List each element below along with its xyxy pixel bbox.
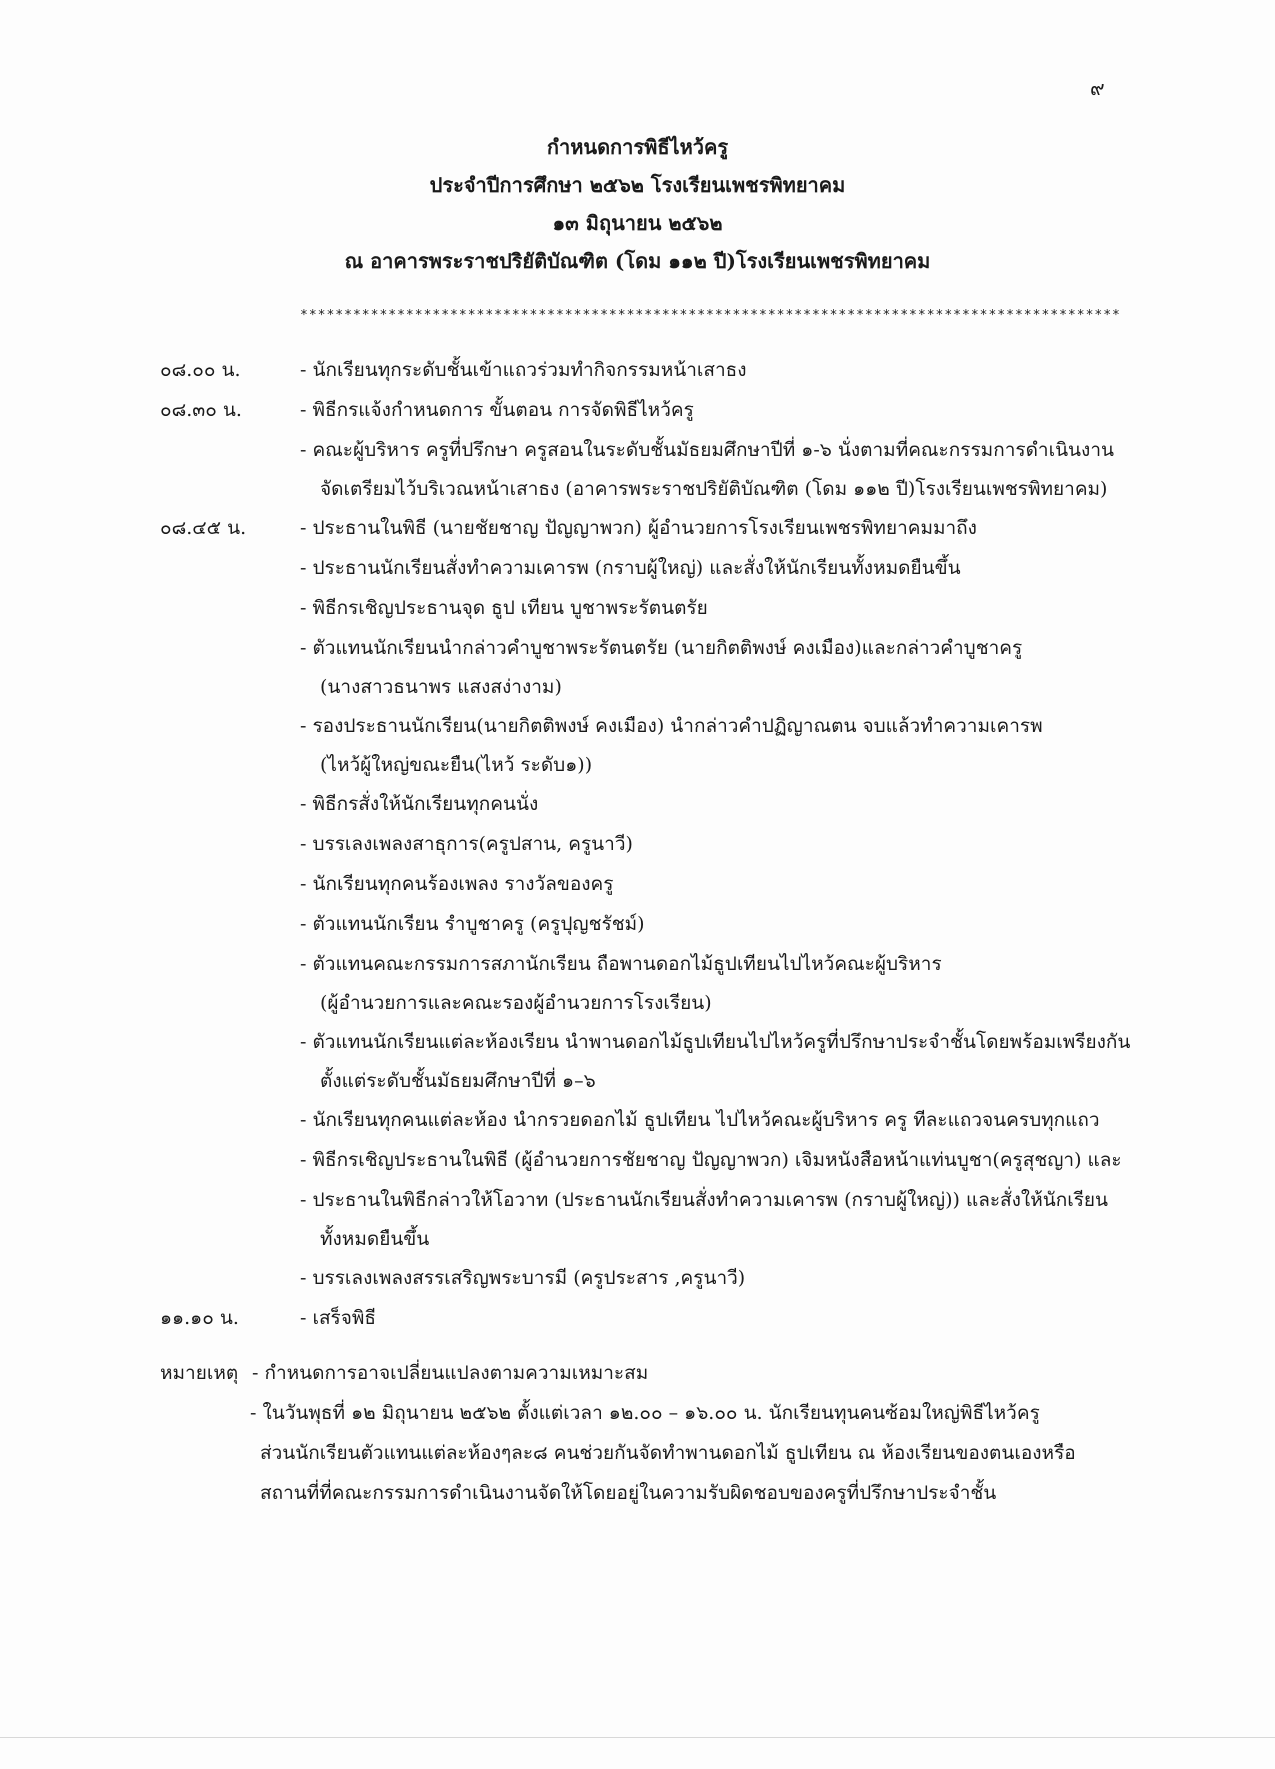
schedule-row <box>160 1022 1160 1062</box>
note-line: ส่วนนักเรียนตัวแทนแต่ละห้องๆละ๘ คนช่วยกันจัดทำพานดอกไม้ ธูปเทียน ณ ห้องเรียนของตนเองหรือ <box>260 1442 1076 1464</box>
bottom-divider <box>0 1737 1275 1738</box>
schedule-text: - พิธีกรสั่งให้นักเรียนทุกคนนั่ง <box>300 793 539 815</box>
schedule-row <box>160 588 1160 628</box>
schedule-row <box>160 864 1160 904</box>
schedule-row <box>160 350 1160 390</box>
note-line: - กำหนดการอาจเปลี่ยนแปลงตามความเหมาะสม <box>252 1362 649 1384</box>
note-line: - ในวันพุธที่ ๑๒ มิถุนายน ๒๕๖๒ ตั้งแต่เวลา ๑๒.๐๐ – ๑๖.๐๐ น. นักเรียนทุนคนซ้อมใหญ่พิธีไหว้ครู <box>250 1402 1040 1424</box>
schedule-text: - ตัวแทนนักเรียนนำกล่าวคำบูชาพระรัตนตรัย (นายกิตติพงษ์ คงเมือง)และกล่าวคำบูชาครู <box>300 637 1023 659</box>
schedule-row <box>160 1100 1160 1140</box>
note-label: หมายเหตุ <box>160 1362 239 1384</box>
note-row <box>160 1473 1160 1513</box>
note-row <box>160 1353 1160 1393</box>
schedule-row <box>160 628 1160 668</box>
schedule-text: - คณะผู้บริหาร ครูที่ปรึกษา ครูสอนในระดับชั้นมัธยมศึกษาปีที่ ๑-๖ นั่งตามที่คณะกรรมการดำเนินงาน <box>300 439 1114 461</box>
schedule-row <box>160 1298 1160 1338</box>
schedule-text: - ประธานนักเรียนสั่งทำความเคารพ (กราบผู้ใหญ่) และสั่งให้นักเรียนทั้งหมดยืนขึ้น <box>300 557 961 579</box>
header-academic-year: ประจำปีการศึกษา ๒๕๖๒ โรงเรียนเพชรพิทยาคม <box>429 173 846 197</box>
schedule-row <box>160 548 1160 588</box>
page-number: ๙ <box>1090 76 1105 100</box>
note-line: สถานที่ที่คณะกรรมการดำเนินงานจัดให้โดยอยู่ในความรับผิดชอบของครูที่ปรึกษาประจำชั้น <box>260 1482 997 1504</box>
schedule-row <box>160 984 1160 1022</box>
note-section <box>160 1353 1160 1513</box>
schedule-text: - นักเรียนทุกระดับชั้นเข้าแถวร่วมทำกิจกรรมหน้าเสาธง <box>300 359 747 381</box>
schedule-time: ๐๘.๓๐ น. <box>160 399 242 421</box>
schedule-text: - บรรเลงเพลงสรรเสริญพระบารมี (ครูประสาร ,ครูนาวี) <box>300 1267 746 1289</box>
schedule-row <box>160 706 1160 746</box>
schedule-row <box>160 944 1160 984</box>
schedule-text: - รองประธานนักเรียน(นายกิตติพงษ์ คงเมือง) นำกล่าวคำปฏิญาณตน จบแล้วทำความเคารพ <box>300 715 1043 737</box>
schedule-text: - ตัวแทนนักเรียน รำบูชาครู (ครูปุญชรัชม์) <box>300 913 645 935</box>
schedule-time: ๐๘.๐๐ น. <box>160 359 241 381</box>
schedule-time: ๑๑.๑๐ น. <box>160 1307 239 1329</box>
schedule-row <box>160 390 1160 430</box>
separator-line: ********************************************************************************************* <box>300 308 1121 323</box>
schedule-text: - พิธีกรเชิญประธานในพิธี (ผู้อำนวยการชัยชาญ ปัญญาพวก) เจิมหนังสือหน้าแท่นบูชา(ครูสุชญา) และ <box>300 1149 1122 1171</box>
document-header <box>0 128 1275 280</box>
schedule-text: (ไหว้ผู้ใหญ่ขณะยืน(ไหว้ ระดับ๑)) <box>320 754 593 776</box>
schedule-row <box>160 668 1160 706</box>
schedule-text: - ตัวแทนคณะกรรมการสภานักเรียน ถือพานดอกไม้ธูปเทียนไปไหว้คณะผู้บริหาร <box>300 953 942 975</box>
header-venue: ณ อาคารพระราชปริยัติบัณฑิต (โดม ๑๑๒ ปี)โรงเรียนเพชรพิทยาคม <box>344 249 931 273</box>
schedule-row <box>160 904 1160 944</box>
note-row <box>160 1393 1160 1433</box>
schedule-text: (นางสาวธนาพร แสงสง่างาม) <box>320 676 562 698</box>
schedule-text: - บรรเลงเพลงสาธุการ(ครูปสาน, ครูนาวี) <box>300 833 633 855</box>
schedule-row <box>160 508 1160 548</box>
schedule-row <box>160 430 1160 470</box>
schedule-row <box>160 1180 1160 1220</box>
schedule-text: - พิธีกรแจ้งกำหนดการ ขั้นตอน การจัดพิธีไหว้ครู <box>300 399 694 421</box>
schedule-text: (ผู้อำนวยการและคณะรองผู้อำนวยการโรงเรียน) <box>320 992 712 1014</box>
schedule-text: - ประธานในพิธี (นายชัยชาญ ปัญญาพวก) ผู้อำนวยการโรงเรียนเพชรพิทยาคมมาถึง <box>300 517 977 539</box>
schedule-text: - พิธีกรเชิญประธานจุด ธูป เทียน บูชาพระรัตนตรัย <box>300 597 708 619</box>
schedule-row <box>160 1140 1160 1180</box>
note-row <box>160 1433 1160 1473</box>
schedule-text: จัดเตรียมไว้บริเวณหน้าเสาธง (อาคารพระราชปริยัติบัณฑิต (โดม ๑๑๒ ปี)โรงเรียนเพชรพิทยาคม) <box>320 478 1108 500</box>
schedule-text: ตั้งแต่ระดับชั้นมัธยมศึกษาปีที่ ๑–๖ <box>320 1070 596 1092</box>
schedule-text: - นักเรียนทุกคนแต่ละห้อง นำกรวยดอกไม้ ธูปเทียน ไปไหว้คณะผู้บริหาร ครู ทีละแถวจนครบทุกแถว <box>300 1109 1100 1131</box>
schedule-text: ทั้งหมดยืนขึ้น <box>320 1228 430 1250</box>
schedule-text: - เสร็จพิธี <box>300 1307 377 1329</box>
schedule-text: - นักเรียนทุกคนร้องเพลง รางวัลของครู <box>300 873 614 895</box>
schedule-row <box>160 746 1160 784</box>
schedule-row <box>160 1062 1160 1100</box>
schedule-row <box>160 470 1160 508</box>
schedule-list <box>160 350 1160 1338</box>
schedule-text: - ประธานในพิธีกล่าวให้โอวาท (ประธานนักเรียนสั่งทำความเคารพ (กราบผู้ใหญ่)) และสั่งให้นักเรียน <box>300 1189 1109 1211</box>
schedule-row <box>160 1220 1160 1258</box>
schedule-row <box>160 784 1160 824</box>
schedule-row <box>160 1258 1160 1298</box>
schedule-row <box>160 824 1160 864</box>
schedule-time: ๐๘.๔๕ น. <box>160 517 247 539</box>
schedule-text: - ตัวแทนนักเรียนแต่ละห้องเรียน นำพานดอกไม้ธูปเทียนไปไหว้ครูที่ปรึกษาประจำชั้นโดยพร้อมเพรียงกัน <box>300 1031 1131 1053</box>
header-title: กำหนดการพิธีไหว้ครู <box>546 135 729 159</box>
header-date: ๑๓ มิถุนายน ๒๕๖๒ <box>552 211 723 235</box>
